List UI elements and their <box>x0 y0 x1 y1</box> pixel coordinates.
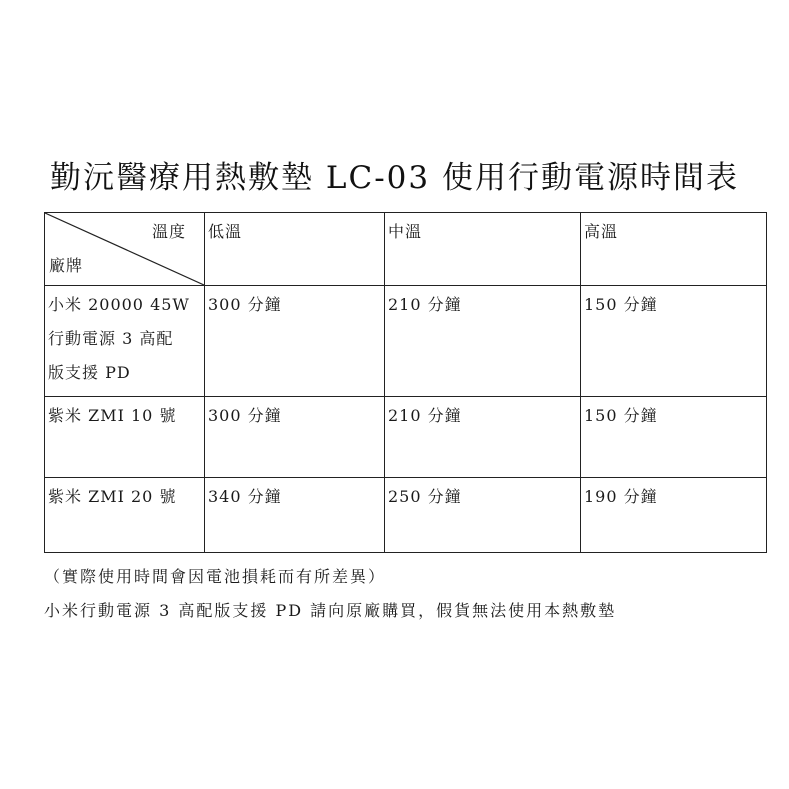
purchase-warning-note: 小米行動電源 3 高配版支援 PD 請向原廠購買，假貨無法使用本熱敷墊 <box>44 601 617 620</box>
high-temp-time: 190 分鐘 <box>581 478 767 553</box>
low-temp-time: 340 分鐘 <box>205 478 385 553</box>
high-temp-time: 150 分鐘 <box>581 286 767 397</box>
low-temp-time: 300 分鐘 <box>205 286 385 397</box>
table-row <box>45 397 767 478</box>
header-high-temp: 高溫 <box>581 213 767 286</box>
brand-cell: 紫米 ZMI 10 號 <box>45 397 205 478</box>
mid-temp-time: 210 分鐘 <box>385 397 581 478</box>
brand-cell: 小米 20000 45W 行動電源 3 高配 版支援 PD <box>45 286 205 397</box>
table-row <box>45 286 767 397</box>
usage-time-table <box>44 212 767 553</box>
temperature-label: 溫度 <box>151 222 186 241</box>
battery-wear-note: （實際使用時間會因電池損耗而有所差異） <box>44 567 387 586</box>
brand-cell: 紫米 ZMI 20 號 <box>45 478 205 553</box>
brand-label: 廠牌 <box>49 256 84 275</box>
page-title: 勤沅醫療用熱敷墊 LC-03 使用行動電源時間表 <box>50 160 739 196</box>
table-header-row <box>45 213 767 286</box>
header-mid-temp: 中溫 <box>385 213 581 286</box>
high-temp-time: 150 分鐘 <box>581 397 767 478</box>
mid-temp-time: 250 分鐘 <box>385 478 581 553</box>
mid-temp-time: 210 分鐘 <box>385 286 581 397</box>
corner-header-cell <box>45 213 205 286</box>
table-row <box>45 478 767 553</box>
low-temp-time: 300 分鐘 <box>205 397 385 478</box>
header-low-temp: 低溫 <box>205 213 385 286</box>
